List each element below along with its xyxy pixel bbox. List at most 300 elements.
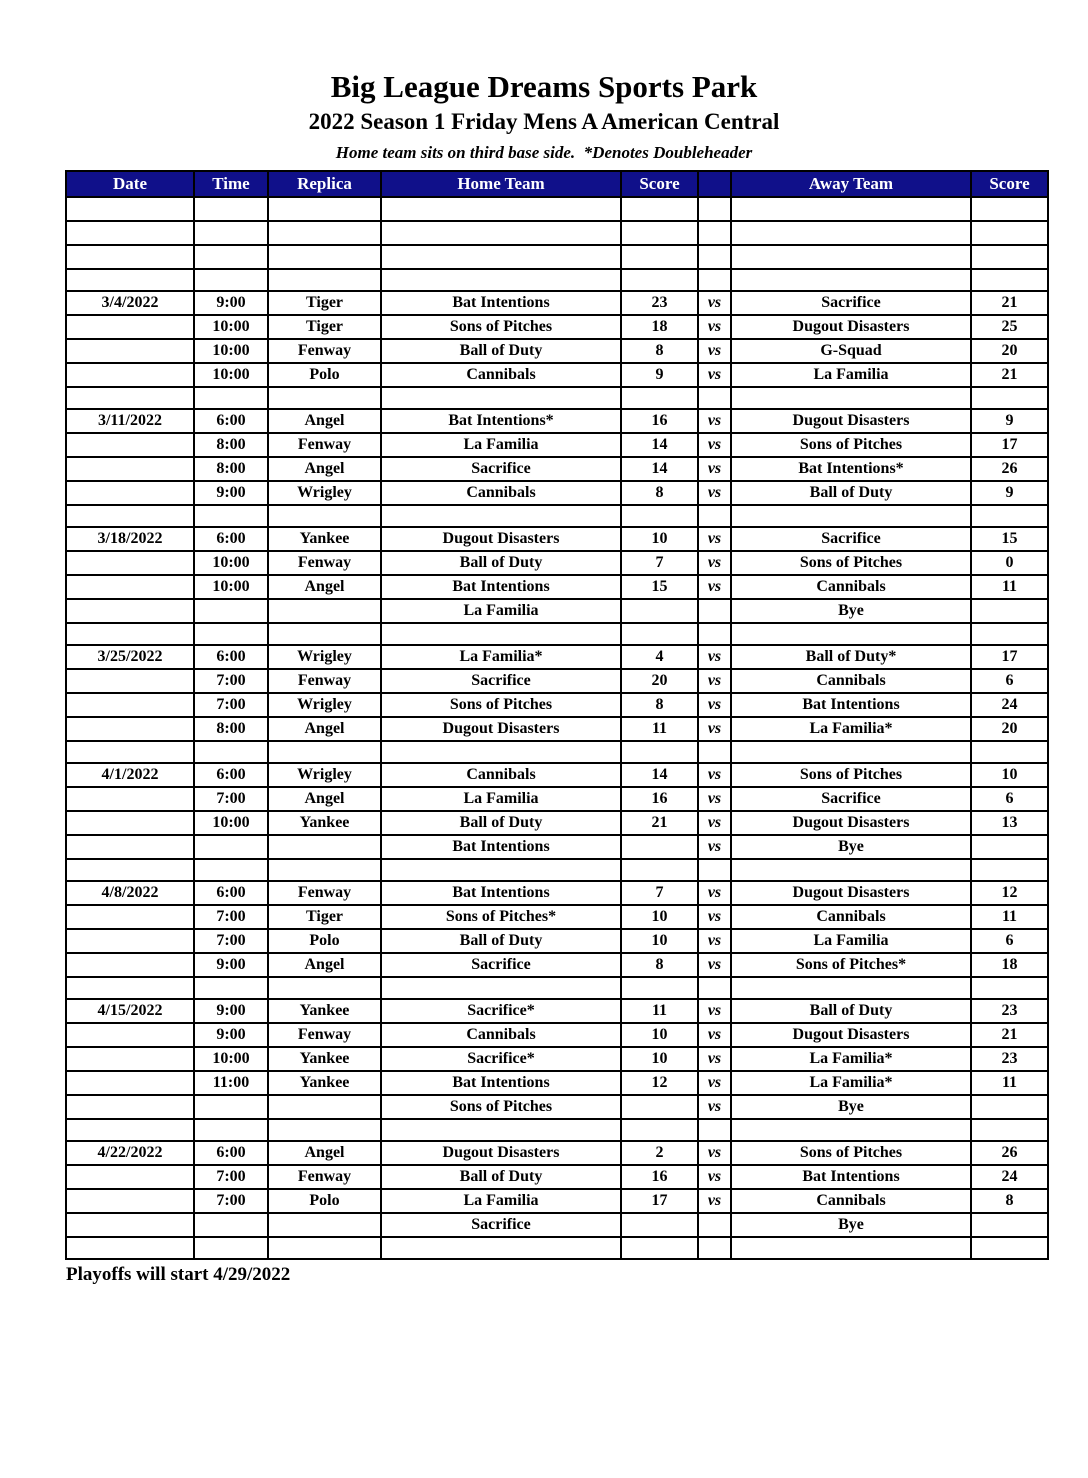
time-cell: 10:00 — [194, 315, 268, 339]
home-score-cell: 14 — [621, 763, 698, 787]
home-score-cell: 11 — [621, 717, 698, 741]
separator-cell — [381, 269, 621, 291]
away-score-cell: 25 — [971, 315, 1048, 339]
replica-cell — [268, 1213, 381, 1237]
home-score-cell: 2 — [621, 1141, 698, 1165]
replica-cell: Yankee — [268, 1047, 381, 1071]
away-score-cell: 23 — [971, 999, 1048, 1023]
header-replica: Replica — [268, 171, 381, 197]
date-cell — [66, 551, 194, 575]
date-cell: 3/4/2022 — [66, 291, 194, 315]
separator-cell — [621, 741, 698, 763]
separator-cell — [381, 977, 621, 999]
date-cell: 3/11/2022 — [66, 409, 194, 433]
game-row — [66, 1023, 1048, 1047]
time-cell — [194, 197, 268, 221]
time-cell: 6:00 — [194, 1141, 268, 1165]
separator-cell — [698, 1237, 731, 1259]
vs-cell: vs — [698, 669, 731, 693]
separator-cell — [731, 1119, 971, 1141]
home-score-cell: 8 — [621, 481, 698, 505]
home-team-cell: La Familia — [381, 787, 621, 811]
time-cell: 9:00 — [194, 953, 268, 977]
away-team-cell — [731, 197, 971, 221]
game-row — [66, 291, 1048, 315]
home-score-cell: 12 — [621, 1071, 698, 1095]
replica-cell: Polo — [268, 1189, 381, 1213]
date-cell — [66, 315, 194, 339]
home-team-cell: Bat Intentions* — [381, 409, 621, 433]
replica-cell: Wrigley — [268, 763, 381, 787]
time-cell: 6:00 — [194, 645, 268, 669]
separator-cell — [731, 387, 971, 409]
replica-cell: Angel — [268, 575, 381, 599]
home-team-cell: Sacrifice — [381, 669, 621, 693]
game-row — [66, 457, 1048, 481]
time-cell: 7:00 — [194, 905, 268, 929]
game-row — [66, 315, 1048, 339]
date-cell: 4/1/2022 — [66, 763, 194, 787]
separator-cell — [381, 1119, 621, 1141]
game-row — [66, 717, 1048, 741]
away-team-cell: Bye — [731, 599, 971, 623]
separator-cell — [621, 269, 698, 291]
away-score-cell: 24 — [971, 693, 1048, 717]
header-home-team: Home Team — [381, 171, 621, 197]
header-vs — [698, 171, 731, 197]
away-score-cell: 17 — [971, 645, 1048, 669]
away-score-cell: 9 — [971, 409, 1048, 433]
home-team-cell: Ball of Duty — [381, 1165, 621, 1189]
away-team-cell: Sons of Pitches — [731, 433, 971, 457]
vs-cell: vs — [698, 409, 731, 433]
away-score-cell: 26 — [971, 1141, 1048, 1165]
time-cell: 10:00 — [194, 339, 268, 363]
date-cell — [66, 1165, 194, 1189]
replica-cell: Angel — [268, 953, 381, 977]
date-cell — [66, 835, 194, 859]
bye-row — [66, 1213, 1048, 1237]
home-team-cell — [381, 197, 621, 221]
separator-cell — [621, 977, 698, 999]
home-team-cell: Dugout Disasters — [381, 1141, 621, 1165]
home-score-cell: 17 — [621, 1189, 698, 1213]
separator-cell — [381, 623, 621, 645]
time-cell — [194, 245, 268, 269]
separator-cell — [194, 387, 268, 409]
separator-row — [66, 623, 1048, 645]
home-team-cell: Bat Intentions — [381, 291, 621, 315]
away-score-cell — [971, 1095, 1048, 1119]
separator-cell — [268, 505, 381, 527]
table-header-row — [66, 171, 1048, 197]
vs-cell: vs — [698, 433, 731, 457]
game-row — [66, 693, 1048, 717]
time-cell — [194, 599, 268, 623]
separator-cell — [268, 623, 381, 645]
date-cell — [66, 457, 194, 481]
away-team-cell: Sacrifice — [731, 527, 971, 551]
game-row — [66, 363, 1048, 387]
game-row — [66, 953, 1048, 977]
separator-row — [66, 387, 1048, 409]
home-score-cell — [621, 599, 698, 623]
away-team-cell: Bat Intentions — [731, 1165, 971, 1189]
home-team-cell: Bat Intentions — [381, 835, 621, 859]
separator-cell — [381, 1237, 621, 1259]
separator-row — [66, 1119, 1048, 1141]
game-row — [66, 1189, 1048, 1213]
vs-cell: vs — [698, 315, 731, 339]
separator-cell — [66, 859, 194, 881]
date-cell — [66, 599, 194, 623]
away-score-cell: 8 — [971, 1189, 1048, 1213]
separator-cell — [268, 859, 381, 881]
separator-row — [66, 1237, 1048, 1259]
away-score-cell: 0 — [971, 551, 1048, 575]
vs-cell: vs — [698, 811, 731, 835]
game-row — [66, 763, 1048, 787]
separator-cell — [731, 859, 971, 881]
time-cell: 7:00 — [194, 787, 268, 811]
separator-cell — [268, 741, 381, 763]
home-team-cell: Bat Intentions — [381, 575, 621, 599]
vs-cell: vs — [698, 339, 731, 363]
separator-row — [66, 977, 1048, 999]
game-row — [66, 645, 1048, 669]
date-cell — [66, 953, 194, 977]
away-score-cell — [971, 221, 1048, 245]
separator-cell — [268, 1237, 381, 1259]
separator-cell — [621, 505, 698, 527]
replica-cell — [268, 835, 381, 859]
separator-cell — [194, 1237, 268, 1259]
away-team-cell: Dugout Disasters — [731, 1023, 971, 1047]
separator-cell — [194, 505, 268, 527]
empty-row — [66, 221, 1048, 245]
date-cell: 3/18/2022 — [66, 527, 194, 551]
away-score-cell: 24 — [971, 1165, 1048, 1189]
home-score-cell — [621, 245, 698, 269]
separator-cell — [731, 505, 971, 527]
separator-cell — [971, 505, 1048, 527]
separator-cell — [971, 1237, 1048, 1259]
vs-cell — [698, 599, 731, 623]
date-cell — [66, 787, 194, 811]
header-time: Time — [194, 171, 268, 197]
time-cell: 10:00 — [194, 363, 268, 387]
replica-cell: Angel — [268, 787, 381, 811]
away-team-cell: Bye — [731, 1095, 971, 1119]
date-cell — [66, 575, 194, 599]
separator-cell — [621, 623, 698, 645]
away-score-cell: 9 — [971, 481, 1048, 505]
home-score-cell: 16 — [621, 1165, 698, 1189]
replica-cell — [268, 221, 381, 245]
header-away-score: Score — [971, 171, 1048, 197]
game-row — [66, 481, 1048, 505]
home-score-cell: 14 — [621, 457, 698, 481]
separator-cell — [971, 859, 1048, 881]
separator-cell — [66, 387, 194, 409]
away-team-cell: La Familia* — [731, 1047, 971, 1071]
home-score-cell: 10 — [621, 1023, 698, 1047]
time-cell: 11:00 — [194, 1071, 268, 1095]
vs-cell: vs — [698, 527, 731, 551]
home-score-cell: 18 — [621, 315, 698, 339]
time-cell: 9:00 — [194, 291, 268, 315]
home-team-cell: Sacrifice — [381, 1213, 621, 1237]
vs-cell: vs — [698, 363, 731, 387]
away-score-cell: 12 — [971, 881, 1048, 905]
home-score-cell: 16 — [621, 787, 698, 811]
replica-cell: Wrigley — [268, 693, 381, 717]
away-score-cell: 10 — [971, 763, 1048, 787]
away-score-cell: 15 — [971, 527, 1048, 551]
time-cell: 7:00 — [194, 693, 268, 717]
game-row — [66, 433, 1048, 457]
vs-cell: vs — [698, 881, 731, 905]
time-cell: 6:00 — [194, 881, 268, 905]
replica-cell: Tiger — [268, 315, 381, 339]
separator-cell — [698, 505, 731, 527]
home-team-cell: La Familia — [381, 599, 621, 623]
separator-cell — [971, 741, 1048, 763]
separator-cell — [731, 1237, 971, 1259]
away-team-cell: Sons of Pitches — [731, 551, 971, 575]
game-row — [66, 905, 1048, 929]
date-cell — [66, 481, 194, 505]
replica-cell: Tiger — [268, 905, 381, 929]
separator-cell — [971, 977, 1048, 999]
replica-cell: Polo — [268, 363, 381, 387]
away-team-cell: Sacrifice — [731, 291, 971, 315]
home-team-cell: Sons of Pitches — [381, 693, 621, 717]
replica-cell: Polo — [268, 929, 381, 953]
vs-cell: vs — [698, 1095, 731, 1119]
home-team-cell: Cannibals — [381, 363, 621, 387]
away-score-cell: 18 — [971, 953, 1048, 977]
home-score-cell: 8 — [621, 953, 698, 977]
separator-cell — [621, 1237, 698, 1259]
home-team-cell: Sacrifice — [381, 457, 621, 481]
page-title: Big League Dreams Sports Park — [330, 69, 758, 104]
separator-cell — [971, 623, 1048, 645]
away-team-cell: Dugout Disasters — [731, 315, 971, 339]
vs-cell: vs — [698, 1071, 731, 1095]
replica-cell: Wrigley — [268, 481, 381, 505]
home-team-cell: Sacrifice* — [381, 1047, 621, 1071]
separator-cell — [381, 505, 621, 527]
home-score-cell: 11 — [621, 999, 698, 1023]
home-score-cell: 8 — [621, 693, 698, 717]
vs-cell — [698, 245, 731, 269]
time-cell — [194, 835, 268, 859]
vs-cell: vs — [698, 551, 731, 575]
game-row — [66, 339, 1048, 363]
away-score-cell: 6 — [971, 929, 1048, 953]
separator-cell — [698, 387, 731, 409]
away-score-cell: 17 — [971, 433, 1048, 457]
separator-cell — [698, 269, 731, 291]
date-cell — [66, 221, 194, 245]
home-score-cell: 4 — [621, 645, 698, 669]
separator-cell — [194, 623, 268, 645]
home-score-cell: 10 — [621, 527, 698, 551]
time-cell — [194, 1095, 268, 1119]
schedule-document — [0, 70, 1088, 1286]
game-row — [66, 881, 1048, 905]
bye-row — [66, 1095, 1048, 1119]
away-team-cell: Bat Intentions — [731, 693, 971, 717]
away-score-cell: 13 — [971, 811, 1048, 835]
vs-cell: vs — [698, 481, 731, 505]
away-team-cell: La Familia — [731, 929, 971, 953]
time-cell: 6:00 — [194, 527, 268, 551]
date-cell — [66, 1023, 194, 1047]
replica-cell: Angel — [268, 1141, 381, 1165]
home-score-cell: 7 — [621, 881, 698, 905]
separator-row — [66, 505, 1048, 527]
separator-cell — [194, 977, 268, 999]
away-score-cell: 11 — [971, 1071, 1048, 1095]
home-score-cell: 10 — [621, 905, 698, 929]
time-cell: 7:00 — [194, 669, 268, 693]
home-team-cell: Dugout Disasters — [381, 527, 621, 551]
date-cell: 3/25/2022 — [66, 645, 194, 669]
time-cell: 6:00 — [194, 763, 268, 787]
home-team-cell — [381, 245, 621, 269]
home-score-cell: 9 — [621, 363, 698, 387]
vs-cell: vs — [698, 953, 731, 977]
separator-cell — [621, 859, 698, 881]
home-score-cell: 23 — [621, 291, 698, 315]
home-score-cell: 14 — [621, 433, 698, 457]
replica-cell: Angel — [268, 409, 381, 433]
separator-cell — [381, 387, 621, 409]
date-cell — [66, 1213, 194, 1237]
home-score-cell: 8 — [621, 339, 698, 363]
separator-cell — [268, 387, 381, 409]
replica-cell: Yankee — [268, 1071, 381, 1095]
home-score-cell: 20 — [621, 669, 698, 693]
separator-cell — [194, 1119, 268, 1141]
date-cell — [66, 245, 194, 269]
vs-cell: vs — [698, 693, 731, 717]
replica-cell: Wrigley — [268, 645, 381, 669]
away-team-cell: La Familia* — [731, 717, 971, 741]
date-cell — [66, 905, 194, 929]
game-row — [66, 1165, 1048, 1189]
vs-cell — [698, 1213, 731, 1237]
date-cell: 4/22/2022 — [66, 1141, 194, 1165]
home-team-cell: Ball of Duty — [381, 339, 621, 363]
home-team-cell: Sons of Pitches* — [381, 905, 621, 929]
away-score-cell: 23 — [971, 1047, 1048, 1071]
away-team-cell: Cannibals — [731, 1189, 971, 1213]
separator-cell — [66, 269, 194, 291]
replica-cell: Fenway — [268, 433, 381, 457]
replica-cell: Fenway — [268, 339, 381, 363]
separator-cell — [971, 387, 1048, 409]
home-score-cell: 15 — [621, 575, 698, 599]
away-team-cell — [731, 245, 971, 269]
home-score-cell: 10 — [621, 1047, 698, 1071]
time-cell: 8:00 — [194, 433, 268, 457]
vs-cell: vs — [698, 905, 731, 929]
game-row — [66, 409, 1048, 433]
game-row — [66, 669, 1048, 693]
away-team-cell: La Familia — [731, 363, 971, 387]
away-team-cell: La Familia* — [731, 1071, 971, 1095]
game-row — [66, 551, 1048, 575]
game-row — [66, 1141, 1048, 1165]
header-away-team: Away Team — [731, 171, 971, 197]
away-score-cell: 21 — [971, 291, 1048, 315]
game-row — [66, 1071, 1048, 1095]
replica-cell: Fenway — [268, 881, 381, 905]
bye-row — [66, 835, 1048, 859]
date-cell: 4/8/2022 — [66, 881, 194, 905]
vs-cell: vs — [698, 1047, 731, 1071]
date-cell — [66, 1071, 194, 1095]
date-cell — [66, 693, 194, 717]
separator-cell — [621, 387, 698, 409]
replica-cell — [268, 1095, 381, 1119]
vs-cell: vs — [698, 291, 731, 315]
separator-cell — [194, 269, 268, 291]
away-team-cell: Sacrifice — [731, 787, 971, 811]
playoffs-note: Playoffs will start 4/29/2022 — [66, 1264, 291, 1286]
game-row — [66, 575, 1048, 599]
away-score-cell — [971, 1213, 1048, 1237]
separator-cell — [971, 269, 1048, 291]
time-cell — [194, 1213, 268, 1237]
home-team-cell: Ball of Duty — [381, 929, 621, 953]
time-cell: 9:00 — [194, 481, 268, 505]
replica-cell: Fenway — [268, 551, 381, 575]
away-team-cell: Sons of Pitches* — [731, 953, 971, 977]
away-team-cell: G-Squad — [731, 339, 971, 363]
game-row — [66, 1047, 1048, 1071]
away-score-cell — [971, 835, 1048, 859]
separator-cell — [698, 623, 731, 645]
time-cell: 9:00 — [194, 999, 268, 1023]
away-score-cell: 21 — [971, 1023, 1048, 1047]
separator-cell — [66, 623, 194, 645]
time-cell: 10:00 — [194, 575, 268, 599]
away-score-cell — [971, 245, 1048, 269]
away-score-cell: 21 — [971, 363, 1048, 387]
away-team-cell: Bat Intentions* — [731, 457, 971, 481]
vs-cell: vs — [698, 1023, 731, 1047]
away-team-cell: Dugout Disasters — [731, 811, 971, 835]
separator-row — [66, 741, 1048, 763]
away-team-cell — [731, 221, 971, 245]
home-team-cell — [381, 221, 621, 245]
away-team-cell: Bye — [731, 1213, 971, 1237]
home-score-cell — [621, 221, 698, 245]
home-score-cell — [621, 197, 698, 221]
game-row — [66, 999, 1048, 1023]
separator-row — [66, 859, 1048, 881]
replica-cell: Tiger — [268, 291, 381, 315]
separator-cell — [731, 623, 971, 645]
away-team-cell: Sons of Pitches — [731, 763, 971, 787]
replica-cell — [268, 245, 381, 269]
date-cell: 4/15/2022 — [66, 999, 194, 1023]
empty-row — [66, 197, 1048, 221]
